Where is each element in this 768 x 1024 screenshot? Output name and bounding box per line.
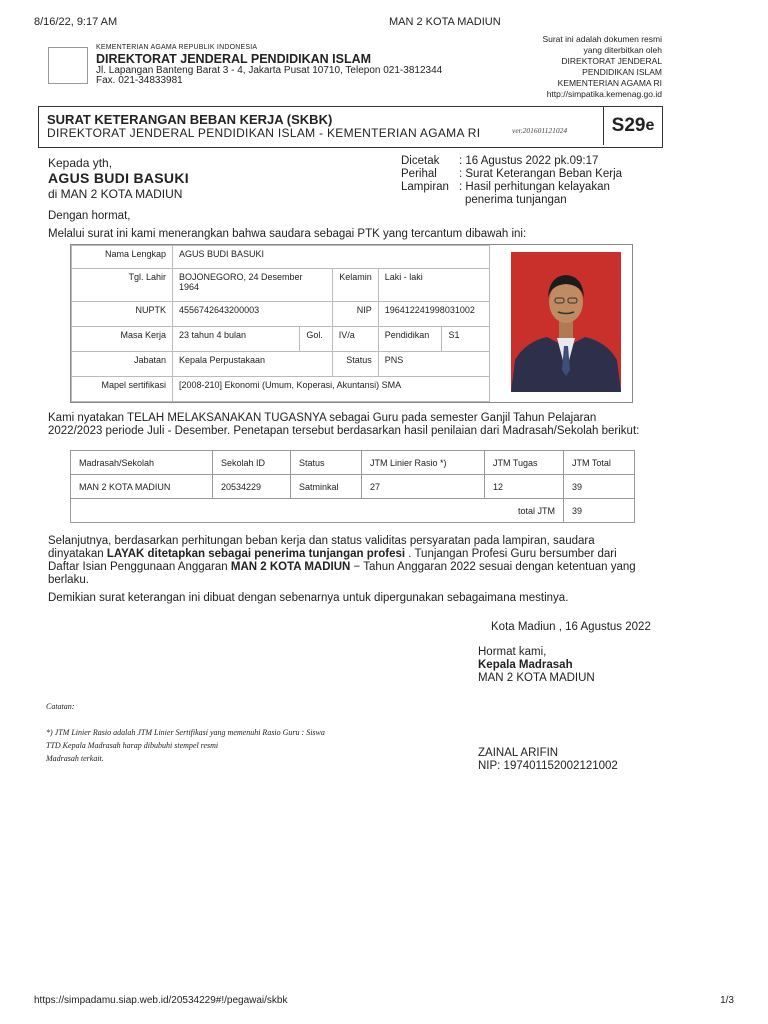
note-line: TTD Kepala Madrasah harap dibubuhi stempel resmi (46, 741, 219, 750)
note-line: *) JTM Linier Rasio adalah JTM Linier Sertifikasi yang memenuhi Rasio Guru : Siswa (46, 728, 325, 737)
table-cell: 39 (564, 475, 635, 499)
table-header-row (71, 451, 635, 475)
printed-value: : 16 Agustus 2022 pk.09:17 (459, 155, 599, 167)
attachment-value: : Hasil perhitungan kelayakan (459, 181, 610, 193)
bio-value: S1 (442, 327, 490, 352)
note-line: yang diterbitkan oleh (583, 45, 662, 55)
address-line: Jl. Lapangan Banteng Barat 3 - 4, Jakarta Pusat 10710, Telepon 021-3812344 (96, 65, 443, 76)
eligibility-line (48, 561, 660, 574)
ministry-name: KEMENTERIAN AGAMA REPUBLIK INDONESIA (96, 44, 258, 51)
eligibility-decision: LAYAK ditetapkan sebagai penerima tunjangan profesi (106, 548, 406, 560)
table-total-row (71, 499, 635, 523)
table-cell: 12 (485, 475, 564, 499)
text-segment: . Tunjangan Profesi Guru bersumber dari (408, 548, 617, 560)
form-code-badge (603, 107, 662, 145)
table-cell: Satminkal (291, 475, 362, 499)
bio-value: Laki - laki (378, 269, 489, 302)
eligibility-statement (48, 535, 660, 587)
signer-institution: MAN 2 KOTA MADIUN (478, 672, 595, 684)
recipient-location: di MAN 2 KOTA MADIUN (48, 187, 183, 201)
task-line: 2022/2023 periode Juli - Desember. Penetapan tersebut berdasarkan hasil penilaian dari Madrasah/Sekolah berikut: (48, 425, 640, 437)
total-label: total JTM (71, 499, 564, 523)
note-link[interactable]: http://simpatika.kemenag.go.id (546, 89, 662, 99)
bio-label: Gol. (300, 327, 332, 352)
notes-body (46, 726, 325, 765)
form-code: S29 (611, 115, 646, 136)
bio-label: Tgl. Lahir (72, 269, 173, 302)
fax-line: Fax. 021-34833981 (96, 75, 183, 86)
document-title: SURAT KETERANGAN BEBAN KERJA (SKBK) (47, 112, 333, 127)
bio-label: Kelamin (332, 269, 378, 302)
bio-value: AGUS BUDI BASUKI (173, 246, 490, 269)
subject-value: : Surat Keterangan Beban Kerja (459, 168, 623, 180)
bio-label: NIP (332, 302, 378, 327)
print-title: MAN 2 KOTA MADIUN (389, 16, 501, 28)
official-document-note (542, 34, 662, 100)
signature-block (478, 646, 595, 685)
bio-label: NUPTK (72, 302, 173, 327)
note-line: PENDIDIKAN ISLAM (582, 67, 662, 77)
bio-label: Masa Kerja (72, 327, 173, 352)
school-workload-table (70, 450, 635, 523)
notes-label: Catatan: (46, 702, 75, 711)
note-line: Madrasah terkait. (46, 754, 104, 763)
person-portrait-icon (511, 252, 621, 392)
letterhead-address (96, 66, 442, 86)
attachment-label: Lampiran (401, 181, 449, 193)
document-subtitle: DIREKTORAT JENDERAL PENDIDIKAN ISLAM - KEMENTERIAN AGAMA RI (47, 126, 481, 140)
signer-nip: NIP: 197401152002121002 (478, 760, 618, 772)
column-header: JTM Total (564, 451, 635, 475)
text-segment: − Tahun Anggaran 2022 sesuai dengan ketentuan yang (353, 561, 636, 573)
bio-value: 196412241998031002 (378, 302, 489, 327)
column-header: Madrasah/Sekolah (71, 451, 213, 475)
table-cell: 20534229 (213, 475, 291, 499)
printed-label: Dicetak (401, 155, 440, 167)
document-header (38, 106, 663, 148)
salutation: Dengan hormat, (48, 210, 131, 222)
eligibility-line (48, 548, 660, 561)
form-code-suffix: e (645, 117, 655, 134)
bio-label: Status (332, 352, 378, 377)
regards: Hormat kami, (478, 646, 547, 658)
subject-label: Perihal (401, 168, 437, 180)
note-line: Surat ini adalah dokumen resmi (542, 34, 662, 44)
closing-text: Demikian surat keterangan ini dibuat dengan sebenarnya untuk dipergunakan sebagaimana mestinya. (48, 592, 569, 604)
bio-value (173, 269, 333, 302)
note-line: KEMENTERIAN AGAMA RI (557, 78, 662, 88)
total-value: 39 (564, 499, 635, 523)
birth-place-date: BOJONEGORO, 24 Desember (179, 272, 303, 282)
intro-text: Melalui surat ini kami menerangkan bahwa saudara sebagai PTK yang tercantum dibawah ini: (48, 228, 527, 240)
signer-role: Kepala Madrasah (478, 659, 573, 671)
bio-value: PNS (378, 352, 489, 377)
bio-label: Pendidikan (378, 327, 442, 352)
logo-placeholder (48, 47, 88, 84)
signer-name: ZAINAL ARIFIN (478, 747, 559, 759)
letter-meta (401, 155, 622, 207)
bio-label: Mapel sertifikasi (72, 377, 173, 402)
column-header: Sekolah ID (213, 451, 291, 475)
teacher-photo (511, 252, 621, 392)
bio-value: [2008-210] Ekonomi (Umum, Koperasi, Akuntansi) SMA (173, 377, 490, 402)
note-line: DIREKTORAT JENDERAL (561, 56, 662, 66)
task-statement (48, 412, 660, 438)
column-header: JTM Linier Rasio *) (362, 451, 485, 475)
birth-year: 1964 (179, 282, 200, 292)
place-date: Kota Madiun , 16 Agustus 2022 (491, 621, 651, 633)
column-header: Status (291, 451, 362, 475)
print-page-number: 1/3 (720, 995, 734, 1006)
print-url: https://simpadamu.siap.web.id/20534229#!/pegawai/skbk (34, 995, 288, 1006)
text-segment: dinyatakan (48, 548, 104, 560)
recipient-greeting: Kepada yth, (48, 156, 113, 170)
table-row (71, 475, 635, 499)
text-segment: Daftar Isian Penggunaan Anggaran (48, 561, 228, 573)
table-cell: 27 (362, 475, 485, 499)
budget-institution: MAN 2 KOTA MADIUN (230, 561, 351, 573)
bio-value: Kepala Perpustakaan (173, 352, 333, 377)
eligibility-line: berlaku. (48, 574, 89, 586)
document-version: ver.201601121024 (512, 126, 568, 135)
recipient-block (48, 156, 189, 201)
bio-value: 4556742643200003 (173, 302, 333, 327)
task-line: Kami nyatakan TELAH MELAKSANAKAN TUGASNYA sebagai Guru pada semester Ganjil Tahun Pelajaran (48, 412, 597, 424)
print-datetime: 8/16/22, 9:17 AM (34, 16, 118, 28)
bio-label: Nama Lengkap (72, 246, 173, 269)
column-header: JTM Tugas (485, 451, 564, 475)
teacher-biodata (70, 244, 633, 403)
bio-label: Jabatan (72, 352, 173, 377)
eligibility-line: Selanjutnya, berdasarkan perhitungan beban kerja dan status validitas persyaratan pada lampiran, saudara (48, 535, 595, 547)
bio-value: IV/a (332, 327, 378, 352)
attachment-value-cont: penerima tunjangan (465, 194, 567, 206)
directorate-name: DIREKTORAT JENDERAL PENDIDIKAN ISLAM (96, 52, 372, 66)
table-cell: MAN 2 KOTA MADIUN (71, 475, 213, 499)
signer-details (478, 747, 618, 773)
recipient-name: AGUS BUDI BASUKI (48, 170, 189, 186)
bio-value: 23 tahun 4 bulan (173, 327, 300, 352)
